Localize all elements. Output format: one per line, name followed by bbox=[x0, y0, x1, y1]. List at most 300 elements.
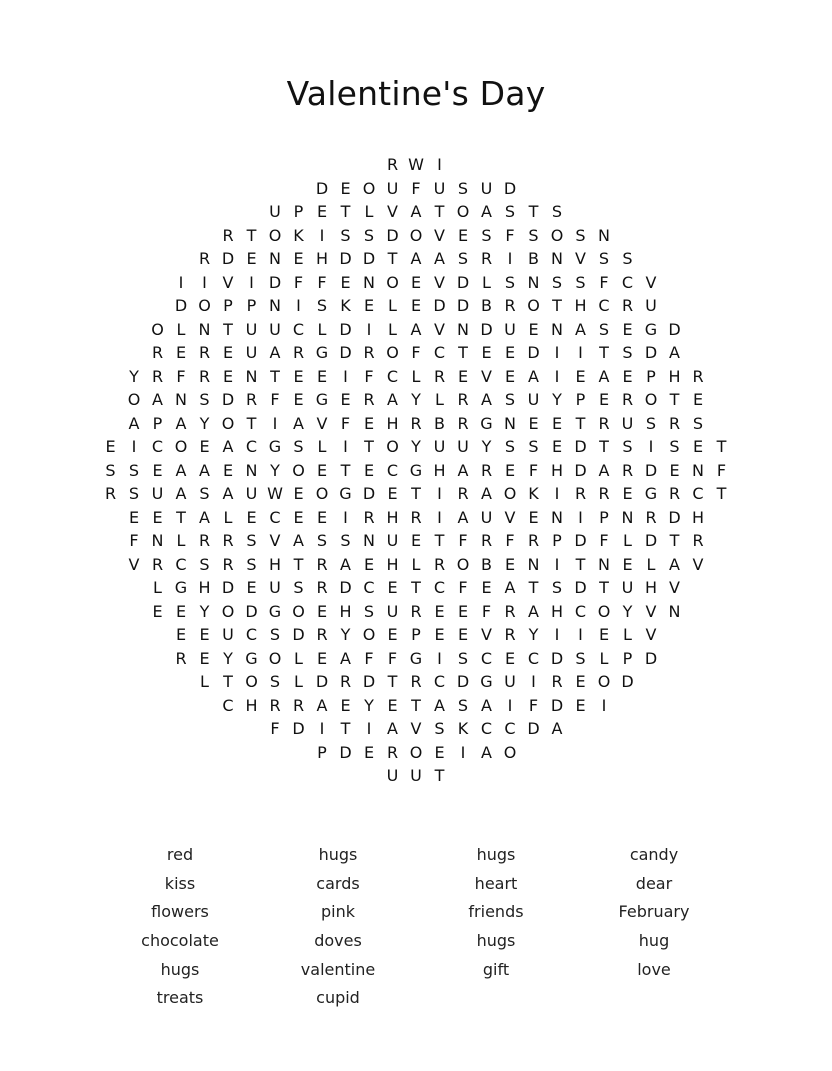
grid-letter: E bbox=[434, 742, 445, 762]
word-list-item: hugs bbox=[476, 845, 516, 864]
grid-letter: C bbox=[151, 437, 164, 456]
word-list-item: flowers bbox=[151, 902, 209, 922]
grid-letter: V bbox=[645, 601, 657, 621]
grid-letter: R bbox=[222, 554, 234, 574]
grid-letter: I bbox=[578, 625, 583, 644]
grid-letter: R bbox=[363, 343, 375, 362]
grid-letter: V bbox=[434, 225, 445, 245]
grid-letter: A bbox=[598, 460, 610, 480]
grid-row bbox=[0, 341, 832, 365]
grid-letter: N bbox=[245, 460, 258, 480]
grid-letter: I bbox=[319, 719, 325, 738]
grid-letter: I bbox=[343, 366, 348, 386]
grid-letter: R bbox=[645, 507, 657, 527]
grid-letter: N bbox=[551, 507, 563, 527]
grid-letter: E bbox=[387, 578, 398, 597]
grid-letter: K bbox=[457, 719, 469, 738]
grid-letter: D bbox=[339, 742, 352, 762]
grid-letter: R bbox=[527, 531, 540, 550]
grid-letter: E bbox=[340, 272, 351, 292]
grid-letter: E bbox=[340, 390, 351, 409]
grid-letter: R bbox=[551, 672, 563, 691]
word-list-item: cards bbox=[316, 873, 360, 893]
grid-letter: A bbox=[175, 460, 187, 480]
grid-letter: E bbox=[340, 695, 351, 715]
grid-letter: D bbox=[668, 319, 681, 339]
grid-letter: R bbox=[316, 578, 328, 597]
grid-letter: R bbox=[292, 343, 305, 362]
grid-letter: S bbox=[128, 460, 140, 480]
grid-letter: H bbox=[315, 249, 329, 268]
grid-letter: U bbox=[245, 343, 258, 362]
grid-letter: U bbox=[386, 766, 399, 785]
grid-letter: P bbox=[575, 390, 586, 409]
grid-letter: I bbox=[437, 484, 442, 503]
grid-letter: A bbox=[222, 484, 234, 503]
grid-letter: T bbox=[716, 437, 727, 456]
grid-letter: Y bbox=[340, 625, 351, 644]
grid-letter: L bbox=[623, 531, 632, 550]
grid-letter: T bbox=[411, 484, 421, 503]
grid-letter: E bbox=[363, 296, 375, 315]
grid-letter: C bbox=[480, 648, 493, 668]
grid-letter: E bbox=[363, 413, 375, 433]
grid-letter: V bbox=[645, 625, 657, 644]
grid-letter: T bbox=[411, 695, 421, 715]
grid-letter: D bbox=[550, 695, 564, 715]
grid-letter: Y bbox=[223, 648, 233, 668]
grid-letter: E bbox=[222, 366, 234, 386]
grid-row bbox=[0, 177, 832, 201]
grid-row bbox=[0, 529, 832, 553]
page-title: Valentine's Day bbox=[286, 74, 546, 113]
grid-letter: Y bbox=[552, 390, 562, 409]
grid-letter: R bbox=[457, 390, 469, 409]
grid-letter: I bbox=[531, 672, 536, 691]
grid-letter: S bbox=[504, 202, 516, 221]
grid-letter: Y bbox=[270, 460, 280, 480]
grid-letter: G bbox=[315, 343, 329, 362]
grid-letter: I bbox=[507, 695, 513, 715]
grid-letter: R bbox=[151, 554, 164, 574]
grid-letter: T bbox=[669, 390, 680, 409]
grid-letter: E bbox=[363, 742, 375, 762]
grid-letter: U bbox=[621, 413, 634, 433]
grid-letter: H bbox=[245, 695, 258, 715]
grid-letter: O bbox=[362, 625, 376, 644]
grid-letter: S bbox=[504, 390, 516, 409]
grid-letter: L bbox=[623, 625, 632, 644]
grid-letter: R bbox=[339, 672, 352, 691]
grid-letter: O bbox=[127, 390, 141, 409]
grid-letter: V bbox=[481, 366, 492, 386]
grid-letter: U bbox=[504, 319, 516, 339]
grid-letter: R bbox=[480, 531, 493, 550]
word-list-item: chocolate bbox=[141, 931, 219, 951]
grid-row bbox=[0, 247, 832, 271]
grid-letter: Y bbox=[481, 437, 492, 456]
grid-letter: T bbox=[528, 202, 539, 221]
grid-letter: E bbox=[316, 460, 328, 480]
grid-letter: E bbox=[246, 249, 257, 268]
grid-letter: E bbox=[293, 390, 304, 409]
grid-letter: K bbox=[293, 225, 304, 245]
grid-letter: C bbox=[504, 719, 516, 738]
grid-letter: H bbox=[339, 601, 352, 621]
grid-letter: A bbox=[434, 249, 445, 268]
grid-letter: E bbox=[340, 178, 351, 198]
grid-letter: I bbox=[366, 319, 372, 339]
grid-letter: G bbox=[174, 578, 188, 597]
grid-letter: E bbox=[551, 413, 563, 433]
grid-letter: D bbox=[456, 272, 470, 292]
grid-letter: I bbox=[507, 249, 513, 268]
grid-letter: H bbox=[668, 366, 681, 386]
grid-letter: O bbox=[644, 390, 658, 409]
grid-letter: Y bbox=[129, 366, 139, 386]
grid-letter: E bbox=[293, 249, 304, 268]
grid-letter: R bbox=[457, 413, 469, 433]
grid-letter: H bbox=[268, 554, 282, 574]
grid-letter: T bbox=[575, 413, 586, 433]
grid-letter: D bbox=[574, 460, 587, 480]
grid-letter: N bbox=[269, 249, 281, 268]
grid-letter: G bbox=[480, 672, 493, 691]
grid-letter: E bbox=[222, 343, 234, 362]
grid-letter: F bbox=[364, 648, 374, 668]
grid-letter: S bbox=[457, 249, 469, 268]
grid-letter: O bbox=[503, 484, 517, 503]
word-column bbox=[259, 841, 417, 1013]
grid-letter: U bbox=[269, 319, 281, 339]
grid-letter: H bbox=[691, 507, 705, 527]
grid-letter: F bbox=[293, 272, 304, 292]
grid-letter: G bbox=[480, 413, 493, 433]
grid-letter: R bbox=[222, 531, 234, 550]
grid-letter: D bbox=[339, 343, 352, 362]
grid-letter: F bbox=[364, 366, 374, 386]
grid-row bbox=[0, 224, 832, 248]
grid-letter: T bbox=[434, 202, 445, 221]
word-list-item: kiss bbox=[164, 873, 196, 893]
grid-letter: A bbox=[410, 249, 422, 268]
grid-letter: D bbox=[315, 672, 329, 691]
grid-letter: K bbox=[340, 296, 351, 315]
grid-letter: A bbox=[528, 601, 539, 621]
grid-letter: L bbox=[294, 672, 303, 691]
grid-letter: I bbox=[343, 507, 348, 527]
grid-letter: E bbox=[410, 272, 422, 292]
grid-letter: P bbox=[152, 413, 163, 433]
grid-letter: R bbox=[222, 225, 234, 245]
grid-letter: C bbox=[175, 554, 187, 574]
grid-letter: H bbox=[386, 507, 399, 527]
grid-letter: E bbox=[504, 343, 516, 362]
grid-letter: U bbox=[245, 319, 258, 339]
grid-letter: U bbox=[269, 202, 281, 221]
grid-letter: F bbox=[340, 413, 351, 433]
grid-letter: V bbox=[434, 319, 445, 339]
grid-letter: O bbox=[409, 742, 423, 762]
grid-letter: G bbox=[268, 601, 282, 621]
grid-letter: F bbox=[528, 695, 539, 715]
grid-letter: E bbox=[387, 484, 398, 503]
grid-letter: T bbox=[434, 531, 445, 550]
grid-letter: D bbox=[339, 578, 352, 597]
grid-letter: E bbox=[316, 202, 328, 221]
grid-letter: S bbox=[575, 272, 586, 292]
grid-letter: C bbox=[245, 625, 258, 644]
grid-letter: O bbox=[268, 648, 282, 668]
grid-letter: I bbox=[648, 437, 654, 456]
grid-letter: S bbox=[622, 249, 633, 268]
grid-letter: N bbox=[363, 272, 375, 292]
grid-letter: E bbox=[316, 507, 328, 527]
grid-letter: C bbox=[386, 366, 399, 386]
grid-letter: L bbox=[200, 672, 209, 691]
grid-letter: T bbox=[293, 554, 304, 574]
grid-letter: D bbox=[245, 601, 258, 621]
grid-letter: F bbox=[317, 272, 327, 292]
grid-letter: F bbox=[599, 272, 609, 292]
grid-letter: E bbox=[199, 625, 210, 644]
grid-letter: U bbox=[410, 766, 422, 785]
grid-letter: U bbox=[245, 484, 258, 503]
grid-letter: N bbox=[668, 601, 681, 621]
grid-letter: O bbox=[597, 601, 611, 621]
grid-letter: U bbox=[386, 178, 399, 198]
grid-letter: D bbox=[644, 648, 658, 668]
grid-letter: F bbox=[716, 460, 727, 480]
grid-letter: E bbox=[152, 460, 163, 480]
grid-letter: P bbox=[646, 366, 656, 386]
grid-letter: I bbox=[578, 343, 583, 362]
grid-letter: V bbox=[128, 554, 140, 574]
grid-letter: E bbox=[434, 625, 445, 644]
grid-letter: E bbox=[246, 507, 257, 527]
grid-letter: E bbox=[128, 507, 140, 527]
grid-letter: T bbox=[340, 460, 351, 480]
grid-letter: V bbox=[434, 272, 445, 292]
grid-letter: R bbox=[621, 390, 634, 409]
grid-letter: E bbox=[528, 507, 539, 527]
grid-letter: S bbox=[293, 578, 304, 597]
grid-letter: T bbox=[599, 343, 609, 362]
grid-letter: T bbox=[411, 578, 421, 597]
grid-letter: A bbox=[293, 413, 304, 433]
grid-letter: P bbox=[552, 531, 562, 550]
grid-letter: Y bbox=[528, 625, 539, 644]
word-list-item: treats bbox=[156, 988, 204, 1008]
grid-letter: I bbox=[554, 554, 560, 574]
grid-letter: A bbox=[316, 695, 328, 715]
grid-letter: A bbox=[128, 413, 140, 433]
grid-letter: D bbox=[433, 296, 446, 315]
grid-letter: D bbox=[315, 178, 329, 198]
grid-letter: F bbox=[458, 578, 468, 597]
grid-letter: H bbox=[386, 413, 399, 433]
grid-letter: A bbox=[669, 554, 680, 574]
grid-letter: R bbox=[363, 390, 375, 409]
grid-letter: N bbox=[504, 413, 516, 433]
grid-letter: R bbox=[386, 155, 399, 174]
word-list bbox=[101, 841, 733, 1013]
grid-letter: N bbox=[551, 319, 563, 339]
word-list-item: hugs bbox=[160, 959, 200, 979]
grid-letter: S bbox=[246, 531, 257, 550]
grid-letter: A bbox=[504, 578, 516, 597]
grid-letter: R bbox=[433, 366, 446, 386]
grid-letter: N bbox=[551, 249, 563, 268]
grid-letter: E bbox=[457, 366, 469, 386]
grid-letter: E bbox=[457, 625, 469, 644]
grid-letter: E bbox=[199, 437, 210, 456]
grid-letter: E bbox=[175, 343, 187, 362]
grid-letter: V bbox=[575, 249, 586, 268]
grid-letter: T bbox=[599, 437, 609, 456]
grid-row bbox=[0, 506, 832, 530]
grid-letter: G bbox=[315, 390, 329, 409]
grid-letter: C bbox=[433, 578, 446, 597]
grid-letter: A bbox=[152, 390, 163, 409]
grid-row bbox=[0, 553, 832, 577]
grid-row bbox=[0, 412, 832, 436]
grid-letter: D bbox=[456, 672, 470, 691]
grid-row bbox=[0, 576, 832, 600]
grid-letter: H bbox=[644, 578, 658, 597]
grid-row bbox=[0, 623, 832, 647]
grid-letter: F bbox=[270, 719, 280, 738]
grid-letter: I bbox=[437, 507, 442, 527]
word-list-item: love bbox=[637, 959, 671, 979]
grid-letter: I bbox=[460, 742, 466, 762]
grid-letter: E bbox=[410, 296, 422, 315]
grid-letter: U bbox=[269, 578, 281, 597]
grid-letter: H bbox=[550, 601, 564, 621]
grid-row bbox=[0, 647, 832, 671]
word-column bbox=[101, 841, 259, 1013]
grid-letter: E bbox=[199, 648, 210, 668]
grid-letter: I bbox=[437, 155, 442, 174]
grid-letter: E bbox=[575, 695, 586, 715]
grid-letter: D bbox=[456, 296, 470, 315]
grid-letter: O bbox=[292, 460, 305, 480]
grid-letter: I bbox=[437, 648, 442, 668]
grid-letter: A bbox=[410, 202, 422, 221]
grid-letter: A bbox=[340, 554, 351, 574]
grid-letter: I bbox=[554, 625, 560, 644]
grid-letter: E bbox=[669, 460, 680, 480]
grid-letter: G bbox=[409, 460, 423, 480]
grid-letter: W bbox=[267, 484, 283, 503]
grid-row bbox=[0, 694, 832, 718]
grid-letter: A bbox=[457, 507, 469, 527]
word-list-item: cupid bbox=[316, 988, 360, 1008]
grid-letter: P bbox=[599, 507, 609, 527]
grid-letter: B bbox=[481, 554, 492, 574]
grid-letter: N bbox=[527, 554, 540, 574]
grid-letter: T bbox=[246, 413, 257, 433]
grid-letter: L bbox=[411, 366, 421, 386]
grid-letter: Y bbox=[411, 437, 421, 456]
grid-letter: S bbox=[363, 601, 375, 621]
grid-letter: D bbox=[621, 672, 634, 691]
grid-letter: D bbox=[339, 319, 352, 339]
grid-letter: E bbox=[692, 437, 704, 456]
grid-row bbox=[0, 717, 832, 741]
grid-letter: R bbox=[269, 695, 281, 715]
grid-letter: C bbox=[269, 507, 281, 527]
grid-letter: E bbox=[410, 531, 422, 550]
grid-letter: R bbox=[410, 507, 422, 527]
word-list-item: hug bbox=[638, 931, 670, 951]
word-list-item: candy bbox=[629, 845, 679, 864]
grid-letter: E bbox=[105, 437, 116, 456]
grid-letter: E bbox=[363, 554, 375, 574]
grid-letter: A bbox=[199, 507, 210, 527]
grid-letter: I bbox=[272, 413, 278, 433]
grid-row bbox=[0, 294, 832, 318]
grid-letter: T bbox=[387, 249, 398, 268]
word-list-item: red bbox=[166, 845, 194, 864]
grid-letter: U bbox=[151, 484, 164, 503]
grid-letter: S bbox=[363, 225, 375, 245]
grid-letter: I bbox=[319, 225, 325, 245]
grid-letter: D bbox=[668, 507, 681, 527]
grid-letter: P bbox=[411, 625, 421, 644]
grid-letter: D bbox=[574, 531, 587, 550]
grid-letter: S bbox=[128, 484, 140, 503]
grid-letter: L bbox=[176, 319, 186, 339]
grid-row bbox=[0, 200, 832, 224]
grid-letter: R bbox=[292, 695, 305, 715]
grid-letter: D bbox=[644, 531, 658, 550]
grid-letter: I bbox=[202, 272, 207, 292]
grid-letter: V bbox=[222, 272, 234, 292]
grid-letter: C bbox=[621, 272, 634, 292]
grid-letter: D bbox=[339, 249, 352, 268]
grid-letter: S bbox=[575, 225, 586, 245]
grid-letter: R bbox=[621, 296, 634, 315]
grid-letter: S bbox=[622, 437, 633, 456]
grid-letter: L bbox=[435, 390, 444, 409]
grid-letter: Y bbox=[622, 601, 633, 621]
grid-letter: F bbox=[599, 531, 609, 550]
grid-letter: P bbox=[317, 742, 327, 762]
grid-letter: D bbox=[221, 249, 235, 268]
grid-letter: R bbox=[504, 625, 516, 644]
grid-letter: S bbox=[457, 178, 469, 198]
grid-letter: R bbox=[480, 460, 493, 480]
grid-letter: L bbox=[153, 578, 162, 597]
grid-letter: A bbox=[457, 460, 469, 480]
grid-letter: D bbox=[292, 625, 305, 644]
grid-letter: F bbox=[505, 531, 515, 550]
grid-letter: R bbox=[410, 413, 422, 433]
grid-letter: V bbox=[504, 507, 516, 527]
grid-letter: F bbox=[458, 531, 468, 550]
grid-letter: F bbox=[528, 460, 539, 480]
grid-letter: S bbox=[575, 648, 586, 668]
grid-letter: T bbox=[223, 672, 233, 691]
grid-letter: N bbox=[245, 366, 258, 386]
grid-letter: A bbox=[481, 695, 492, 715]
grid-letter: E bbox=[175, 625, 187, 644]
grid-letter: B bbox=[434, 413, 445, 433]
grid-letter: S bbox=[105, 460, 116, 480]
grid-letter: L bbox=[294, 648, 303, 668]
grid-letter: P bbox=[246, 296, 257, 315]
